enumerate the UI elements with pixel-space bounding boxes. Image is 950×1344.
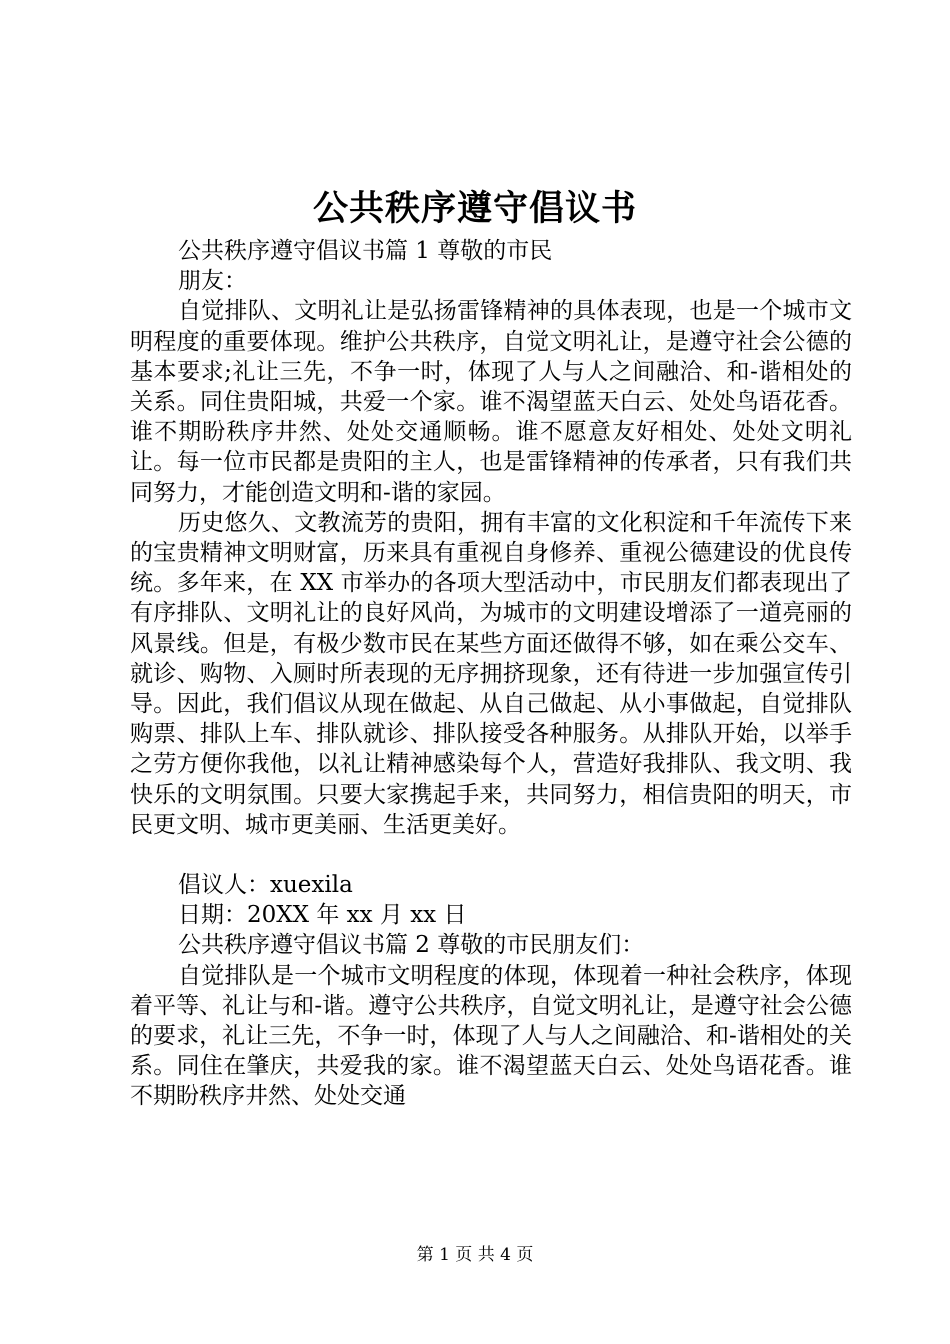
blank-line [130, 840, 852, 870]
paragraph-2: 历史悠久、文教流芳的贵阳，拥有丰富的文化积淀和千年流传下来的宝贵精神文明财富，历来具有重视自身修养、重视公德建设的优良传统。多年来，在 XX 市举办的各项大型活动中，市民朋友们都表现出了有序排队、文明礼让的良好风尚，为城市的文明建设增添了一道亮丽的风景线。但是，有极少数市民在某些方面还做得不够，如在乘公交车、就诊、购物、入厕时所表现的无序拥挤现象，还有待进一步加强宣传引导。因此，我们倡议从现在做起、从自己做起、从小事做起，自觉排队购票、排队上车、排队就诊、排队接受各种服务。从排队开始，以举手之劳方便你我他，以礼让精神感染每个人，营造好我排队、我文明、我快乐的文明氛围。只要大家携起手来，共同努力，相信贵阳的明天，市民更文明、城市更美丽、生活更美好。 [130, 509, 852, 838]
signer-line: 倡议人：xuexila [178, 872, 353, 899]
paragraph-1: 自觉排队、文明礼让是弘扬雷锋精神的具体表现，也是一个城市文明程度的重要体现。维护公共秩序，自觉文明礼让，是遵守社会公德的基本要求;礼让三先，不争一时，体现了人与人之间融洽、和-谐相处的关系。同住贵阳城，共爱一个家。谁不渴望蓝天白云、处处鸟语花香。谁不期盼秩序井然、处处交通顺畅。谁不愿意友好相处、处处文明礼让。每一位市民都是贵阳的主人，也是雷锋精神的传承者，只有我们共同努力，才能创造文明和-谐的家园。 [130, 298, 852, 506]
section-2-heading-line: 公共秩序遵守倡议书篇 2 尊敬的市民朋友们： [178, 932, 645, 959]
section-1-heading-line: 公共秩序遵守倡议书篇 1 尊敬的市民 [178, 238, 553, 264]
document-body [130, 236, 852, 1112]
date-line: 日期：20XX 年 xx 月 xx 日 [178, 902, 467, 929]
document-title: 公共秩序遵守倡议书 [312, 188, 637, 229]
salutation-line: 朋友： [178, 268, 247, 295]
paragraph-3: 自觉排队是一个城市文明程度的体现，体现着一种社会秩序，体现着平等、礼让与和-谐。遵守公共秩序，自觉文明礼让，是遵守社会公德的要求，礼让三先，不争一时，体现了人与人之间融洽、和-谐相处的关系。同住在肇庆，共爱我的家。谁不渴望蓝天白云、处处鸟语花香。谁不期盼秩序井然、处处交通 [130, 962, 852, 1110]
page-footer: 第 1 页 共 4 页 [416, 1245, 534, 1265]
